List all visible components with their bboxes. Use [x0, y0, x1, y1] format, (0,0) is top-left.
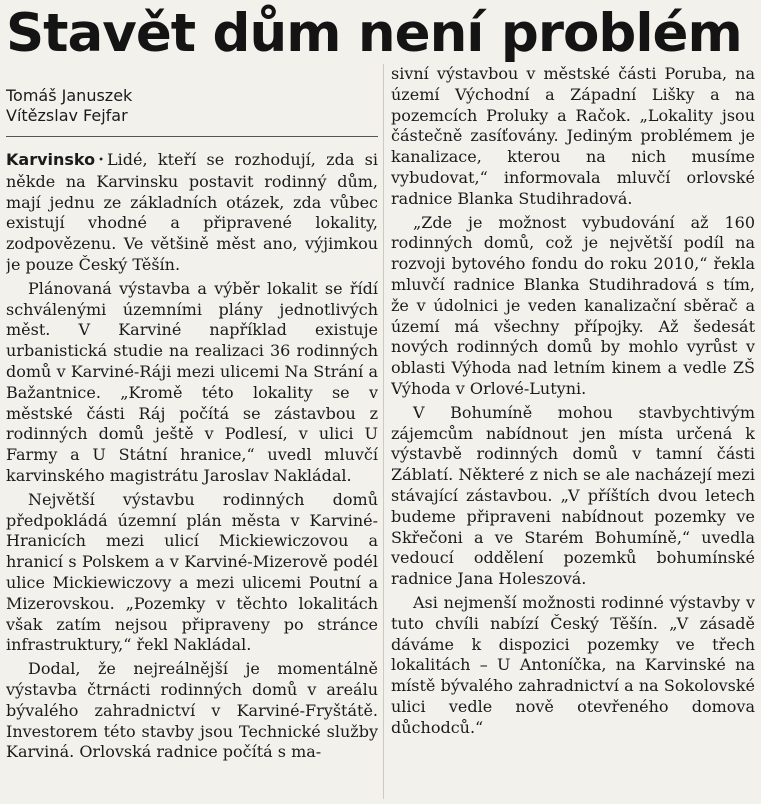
paragraph: „Zde je možnost vybudování až 160 rodinných domů, což je největší podíl na rozvoji bytového fondu do roku 2010,“ řekla mluvčí radnice Blanka Studihradová s tím, že v údolnici je veden kanalizační sběrač a území má všechny přípojky. Až šedesát nových rodinných domů by mohlo vyrůst v oblasti Výhoda nad letním kinem a vedle ZŠ Výhoda v Orlové-Lutyni.: [391, 212, 755, 398]
article-column-2: [391, 64, 755, 802]
article-headline: Stavět dům není problém: [6, 3, 742, 64]
author-name: Vítězslav Fejfar: [6, 106, 128, 125]
paragraph: Plánovaná výstavba a výběr lokalit se řídí schválenými územními plány jednotlivých měst. V Karviné například existuje urbanistická studie na realizaci 36 rodinných domů v Karviné-Ráji mezi ulicemi Na Strání a Bažantnice. „Kromě této lokality se v městské části Ráj počítá se zástavbou z rodinných domů ještě v Podlesí, v ulici U Farmy a U Státní hranice,“ uvedl mluvčí karvinského magistrátu Jaroslav Nakládal.: [6, 278, 378, 485]
dateline-place: Karvinsko: [6, 150, 96, 169]
paragraph: [6, 150, 378, 276]
byline: [6, 86, 386, 126]
article-column-1: [6, 150, 378, 800]
paragraph: V Bohumíně mohou stavbychtivým zájemcům nabídnout jen místa určená k výstavbě rodinných domů v tamní části Záblatí. Některé z nich se ale nacházejí mezi stávající zástavbou. „V příštích dvou letech budeme připraveni nabídnout pozemky ve Skřečoni a ve Starém Bohumíně,“ uvedla vedoucí oddělení pozemků bohumínské radnice Jana Holeszová.: [391, 402, 755, 589]
paragraph: sivní výstavbou v městské části Poruba, na území Východní a Západní Lišky a na pozemcích Proluky a Račok. „Lokality jsou částečně zasíťovány. Jediným problémem je kanalizace, kterou na nich musíme vybudovat,“ informovala mluvčí orlovské radnice Blanka Studihradová.: [391, 64, 755, 208]
byline-rule: [6, 136, 378, 137]
author-name: Tomáš Januszek: [6, 86, 133, 105]
dateline-bullet: •: [98, 155, 105, 166]
paragraph: Největší výstavbu rodinných domů předpokládá územní plán města v Karviné-Hranicích mezi ulicí Mickiewiczovou a hranicí s Polskem a v Karviné-Mizerově podél ulice Mickiewiczovy a mezi ulicemi Poutní a Mizerovskou. „Pozemky v těchto lokalitách však zatím nejsou připraveny po stránce infrastruktury,“ řekl Nakládal.: [6, 489, 378, 655]
paragraph: Asi nejmenší možnosti rodinné výstavby v tuto chvíli nabízí Český Těšín. „V zásadě dáváme k dispozici pozemky ve třech lokalitách – U Antoníčka, na Karvinské na místě bývalého zahradnictví a na Sokolovské ulici vedle nově otevřeného domova důchodců.“: [391, 592, 755, 737]
paragraph: Dodal, že nejreálnější je momentálně výstavba čtrnácti rodinných domů v areálu bývalého zahradnictví v Karviné-Fryštátě. Investorem této stavby jsou Technické služby Karviná. Orlovská radnice počítá s ma-: [6, 659, 378, 762]
column-divider: [383, 64, 384, 799]
paragraph-text: Lidé, kteří se rozhodují, zda si někde na Karvinsku postavit rodinný dům, mají jednu ze základních otázek, zda vůbec existují vhodné a připravené lokality, zodpovězenu. Ve většině měst ano, výjimkou je pouze Český Těšín.: [6, 150, 378, 274]
